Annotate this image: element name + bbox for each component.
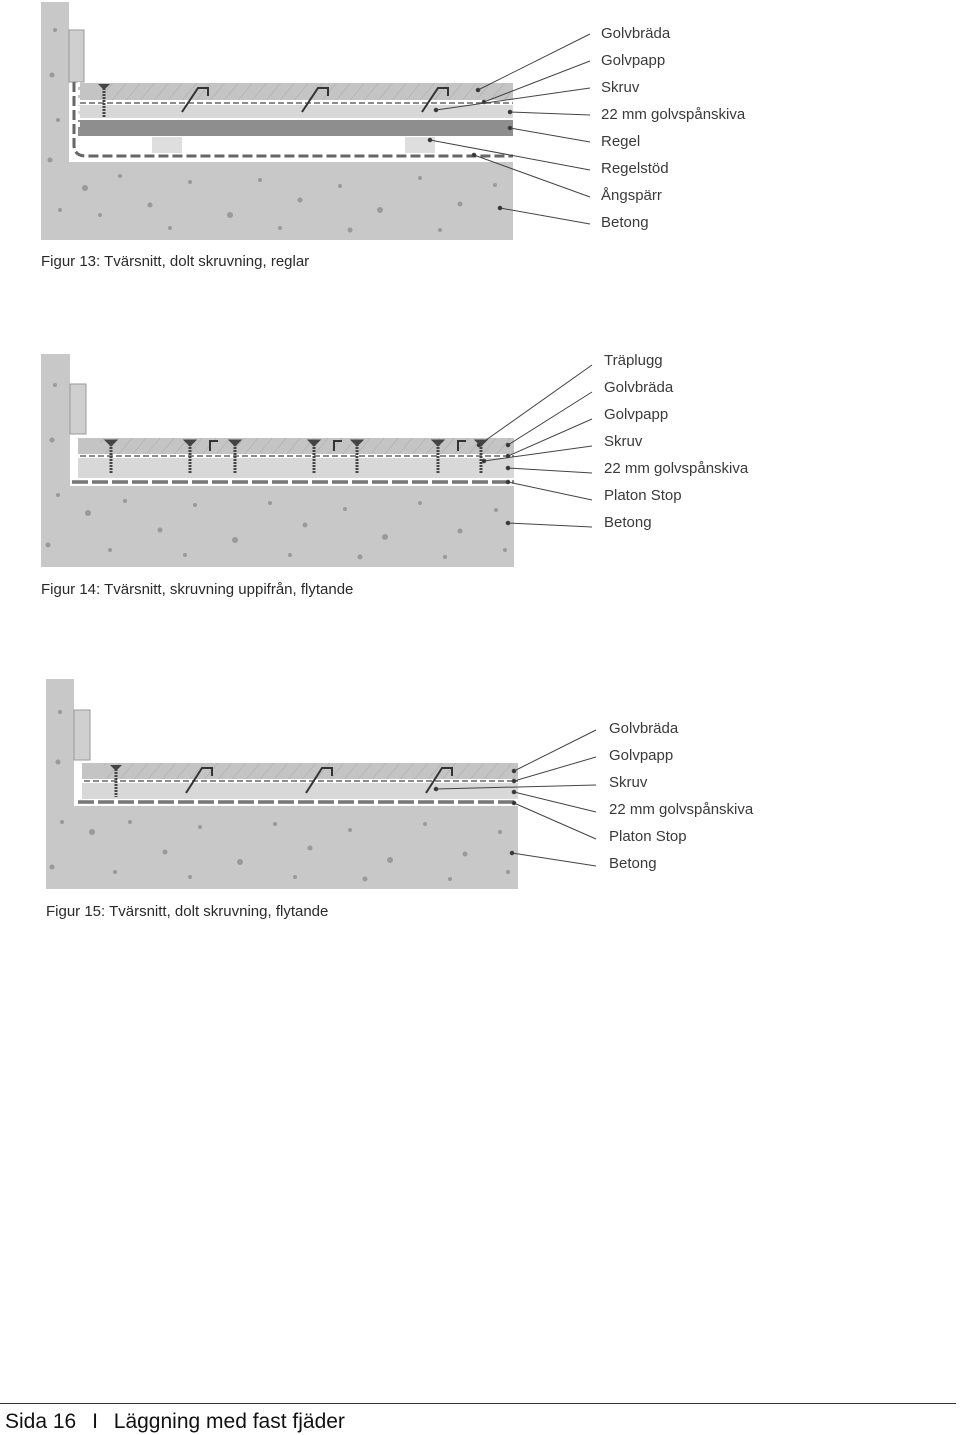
figure-14 [0, 345, 960, 605]
chipboard [78, 458, 514, 478]
page-footer [5, 1410, 345, 1434]
concrete-floor [46, 806, 518, 889]
footer-title: Läggning med fast fjäder [113, 1410, 345, 1433]
figure-15-caption: Figur 15: Tvärsnitt, dolt skruvning, flytande [46, 903, 329, 920]
regelstod-1 [152, 137, 182, 153]
label-golvbrada: Golvbräda [609, 720, 679, 737]
concrete-floor [41, 162, 513, 240]
figure-14-caption: Figur 14: Tvärsnitt, skruvning uppifrån, flytande [41, 581, 354, 598]
chipboard [82, 783, 518, 799]
label-golvbrada: Golvbräda [604, 379, 674, 396]
label-betong: Betong [609, 855, 657, 872]
chipboard [78, 105, 513, 118]
figure-15 [0, 672, 960, 932]
figure-13 [0, 0, 960, 280]
label-platon-stop: Platon Stop [604, 487, 682, 504]
label-skruv: Skruv [604, 433, 643, 450]
skirting-board [74, 710, 90, 760]
label-skruv: Skruv [609, 774, 648, 791]
label-golvbrada: Golvbräda [601, 25, 671, 42]
label-betong: Betong [601, 214, 649, 231]
figure-13-diagram [0, 0, 960, 250]
label-traplugg: Träplugg [604, 352, 663, 369]
label-skruv: Skruv [601, 79, 640, 96]
label-regel: Regel [601, 133, 641, 150]
regel [78, 120, 513, 136]
label-platon-stop: Platon Stop [609, 828, 687, 845]
footer-divider [0, 1403, 956, 1404]
label-spanskiva: 22 mm golvspånskiva [609, 801, 754, 818]
concrete-floor [41, 486, 514, 567]
figure-13-caption: Figur 13: Tvärsnitt, dolt skruvning, reglar [41, 253, 310, 270]
figure-15-diagram [0, 672, 960, 897]
label-regelstod: Regelstöd [601, 160, 669, 177]
page-number: Sida 16 [5, 1410, 77, 1433]
label-golvpapp: Golvpapp [601, 52, 666, 69]
label-betong: Betong [604, 514, 652, 531]
label-angsparr: Ångspärr [601, 187, 662, 204]
skirting-board [69, 30, 84, 82]
label-golvpapp: Golvpapp [604, 406, 669, 423]
label-golvpapp: Golvpapp [609, 747, 674, 764]
footer-separator: I [92, 1410, 98, 1433]
skirting-board [70, 384, 86, 434]
label-spanskiva: 22 mm golvspånskiva [604, 460, 749, 477]
figure-14-diagram [0, 345, 960, 575]
label-spanskiva: 22 mm golvspånskiva [601, 106, 746, 123]
